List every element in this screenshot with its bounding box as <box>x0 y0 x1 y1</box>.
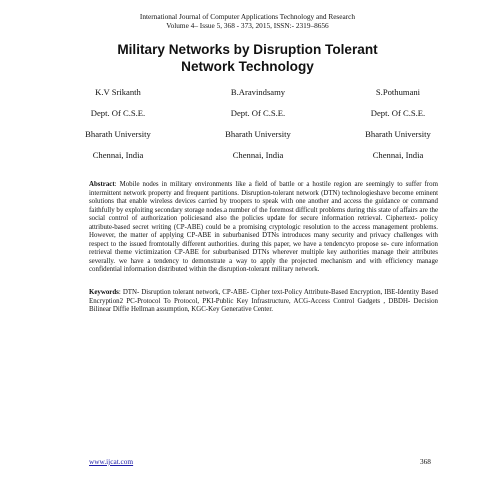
author-location: Chennai, India <box>92 150 144 160</box>
author-university: Bharath University <box>225 129 291 139</box>
author-name: S.Pothumani <box>375 87 421 97</box>
title-line-1: Military Networks by Disruption Tolerant <box>117 42 378 57</box>
author-name: K.V Srikanth <box>95 87 141 97</box>
journal-volume: Volume 4– Issue 5, 368 - 373, 2015, ISSN:- 2319–8656 <box>166 21 329 30</box>
abstract <box>89 181 438 275</box>
author-list <box>48 87 468 171</box>
keywords-label: Keywords <box>89 289 119 296</box>
author-block <box>328 87 468 171</box>
journal-header <box>0 12 495 30</box>
keywords-text: : DTN- Disruption tolerant network, CP-ABE- Cipher text-Policy Attribute-Based Encryption, IBE-Identity Based Encryption2 PC-Protocol To Protocol, PKI-Public Key Infrastructure, ACG-Access Control Gadgets , DBDH- Decision Bilinear Diffie Hellman assumption, KGC-Key Generative Center. <box>89 289 438 313</box>
author-university: Bharath University <box>85 129 151 139</box>
author-dept: Dept. Of C.S.E. <box>370 108 426 118</box>
author-location: Chennai, India <box>372 150 424 160</box>
journal-name: International Journal of Computer Applications Technology and Research <box>139 12 356 21</box>
page-number: 368 <box>420 457 431 466</box>
author-university: Bharath University <box>365 129 431 139</box>
title-line-2: Network Technology <box>181 58 314 74</box>
keywords <box>89 289 438 315</box>
journal-website-link[interactable]: www.ijcat.com <box>89 457 134 466</box>
author-location: Chennai, India <box>232 150 284 160</box>
author-dept: Dept. Of C.S.E. <box>90 108 146 118</box>
paper-title <box>0 42 495 75</box>
author-block <box>48 87 188 171</box>
author-block <box>188 87 328 171</box>
abstract-text: : Mobile nodes in military environments like a field of battle or a hostile region are seemingly to suffer from intermittent network property and frequent partitions. Disruption-tolerant network (DTN) technologieshave become eminent solutions that enable wireless devices carried by troopers to speak with one another and access the guidance or command faithfully by exploiting secondary storage nodes.a number of the foremost difficult problems during this state of affairs are the social control of authorization policiesand also the policies update for secure information retrieval. Ciphertext- policy attribute-based secret writing (CP-ABE) could be a promising cryptologic resolution to the access management problems. However, the matter of applying CP-ABE in suburbanised DTNs introduces many security and privacy challenges with respect to the issued fromtotally different authorities. during this paper, we have a tendencyto propose se- cure information retrieval theme victimization CP-ABE for suburbanised DTNs wherever multiple key authorities manage their attributes severally. we have a tendency to demonstrate a way to apply the projected mechanism and with efficiency manage confidential information distributed within the disruption-tolerant military network. <box>89 181 438 273</box>
author-dept: Dept. Of C.S.E. <box>230 108 286 118</box>
author-name: B.Aravindsamy <box>230 87 286 97</box>
abstract-label: Abstract <box>89 181 115 188</box>
